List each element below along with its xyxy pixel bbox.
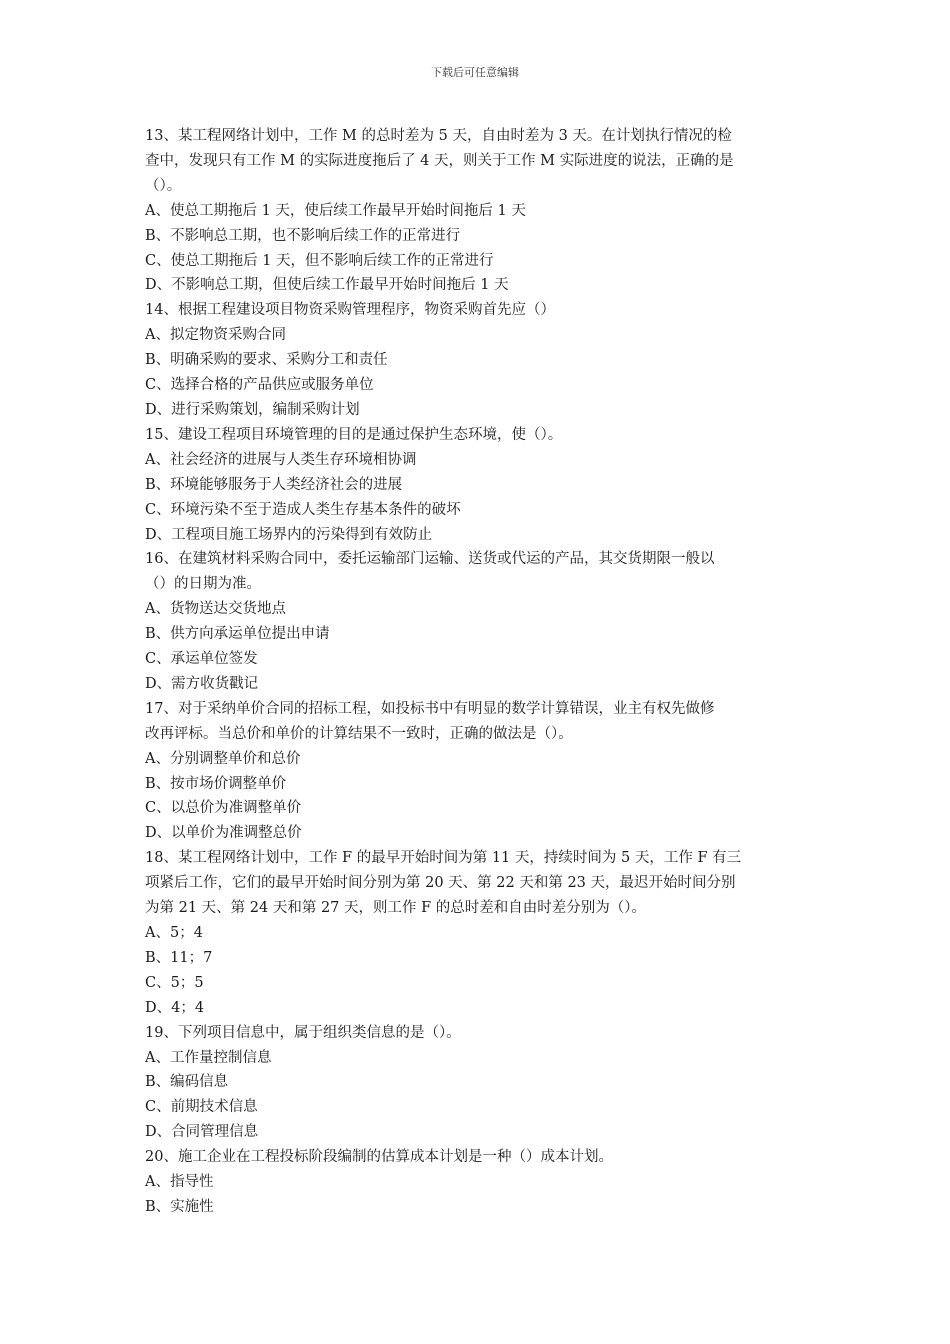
question-block [145, 697, 810, 846]
answer-option: A、社会经济的进展与人类生存环境相协调 [145, 451, 417, 468]
answer-option: B、按市场价调整单价 [145, 775, 287, 792]
answer-option: C、选择合格的产品供应或服务单位 [145, 377, 374, 394]
answer-option: C、以总价为准调整单价 [145, 800, 302, 817]
question-block [145, 547, 810, 696]
answer-option: A、5；4 [145, 925, 203, 941]
question-stem-line: 16、在建筑材料采购合同中，委托运输部门运输、送货或代运的产品，其交货期限一般以 [145, 551, 715, 568]
answer-option: D、进行采购策划，编制采购计划 [145, 401, 360, 418]
question-stem-line: 14、根据工程建设项目物资采购管理程序，物资采购首先应（） [145, 302, 555, 319]
question-block [145, 298, 810, 423]
answer-option: B、供方向承运单位提出申请 [145, 626, 330, 643]
question-stem-line: 15、建设工程项目环境管理的目的是通过保护生态环境，使（）。 [145, 426, 563, 443]
question-stem-line: 17、对于采纳单价合同的招标工程，如投标书中有明显的数学计算错误，业主有权先做修 [145, 700, 715, 717]
answer-option: B、实施性 [145, 1198, 214, 1215]
question-stem-line: 13、某工程网络计划中，工作 M 的总时差为 5 天，自由时差为 3 天。在计划执行情况的检 [145, 128, 732, 144]
answer-option: C、5；5 [145, 974, 204, 991]
answer-option: A、货物送达交货地点 [145, 601, 286, 618]
question-stem-line: （）。 [145, 177, 182, 194]
answer-option: D、以单价为准调整总价 [145, 825, 302, 842]
question-block [145, 124, 810, 298]
answer-option: A、分别调整单价和总价 [145, 750, 301, 767]
answer-option: C、前期技术信息 [145, 1099, 258, 1116]
answer-option: D、不影响总工期，但使后续工作最早开始时间拖后 1 天 [145, 277, 509, 294]
answer-option: D、需方收货戳记 [145, 675, 259, 692]
answer-option: C、承运单位签发 [145, 651, 258, 668]
answer-option: A、指导性 [145, 1174, 214, 1191]
answer-option: B、不影响总工期，也不影响后续工作的正常进行 [145, 227, 461, 244]
answer-option: A、拟定物资采购合同 [145, 327, 286, 344]
question-block [145, 423, 810, 548]
answer-option: C、环境污染不至于造成人类生存基本条件的破坏 [145, 501, 461, 518]
answer-option: B、环境能够服务于人类经济社会的进展 [145, 476, 403, 493]
answer-option: B、编码信息 [145, 1074, 229, 1091]
question-stem-line: （）的日期为准。 [145, 576, 261, 593]
answer-option: D、合同管理信息 [145, 1124, 259, 1141]
answer-option: D、4；4 [145, 999, 205, 1016]
question-stem-line: 改再评标。当总价和单价的计算结果不一致时，正确的做法是（）。 [145, 725, 573, 742]
answer-option: D、工程项目施工场界内的污染得到有效防止 [145, 526, 433, 543]
question-stem-line: 19、下列项目信息中，属于组织类信息的是（）。 [145, 1024, 461, 1041]
document-body [145, 124, 810, 1220]
answer-option: A、使总工期拖后 1 天，使后续工作最早开始时间拖后 1 天 [145, 202, 526, 219]
question-block [145, 1021, 810, 1146]
answer-option: B、11；7 [145, 949, 213, 966]
question-stem-line: 20、施工企业在工程投标阶段编制的估算成本计划是一种（）成本计划。 [145, 1149, 613, 1166]
question-stem-line: 为第 21 天、第 24 天和第 27 天，则工作 F 的总时差和自由时差分别为（）。 [145, 900, 647, 917]
answer-option: B、明确采购的要求、采购分工和责任 [145, 352, 388, 369]
answer-option: A、工作量控制信息 [145, 1049, 272, 1066]
question-stem-line: 查中，发现只有工作 M 的实际进度拖后了 4 天，则关于工作 M 实际进度的说法，正确的是 [145, 152, 734, 169]
question-block [145, 846, 810, 1020]
page-header: 下载后可任意编辑 [431, 66, 519, 79]
answer-option: C、使总工期拖后 1 天，但不影响后续工作的正常进行 [145, 252, 494, 269]
question-stem-line: 项紧后工作，它们的最早开始时间分别为第 20 天、第 22 天和第 23 天，最迟开始时间分别 [145, 875, 736, 892]
question-stem-line: 18、某工程网络计划中，工作 F 的最早开始时间为第 11 天，持续时间为 5 天，工作 F 有三 [145, 850, 742, 867]
question-block [145, 1145, 810, 1220]
